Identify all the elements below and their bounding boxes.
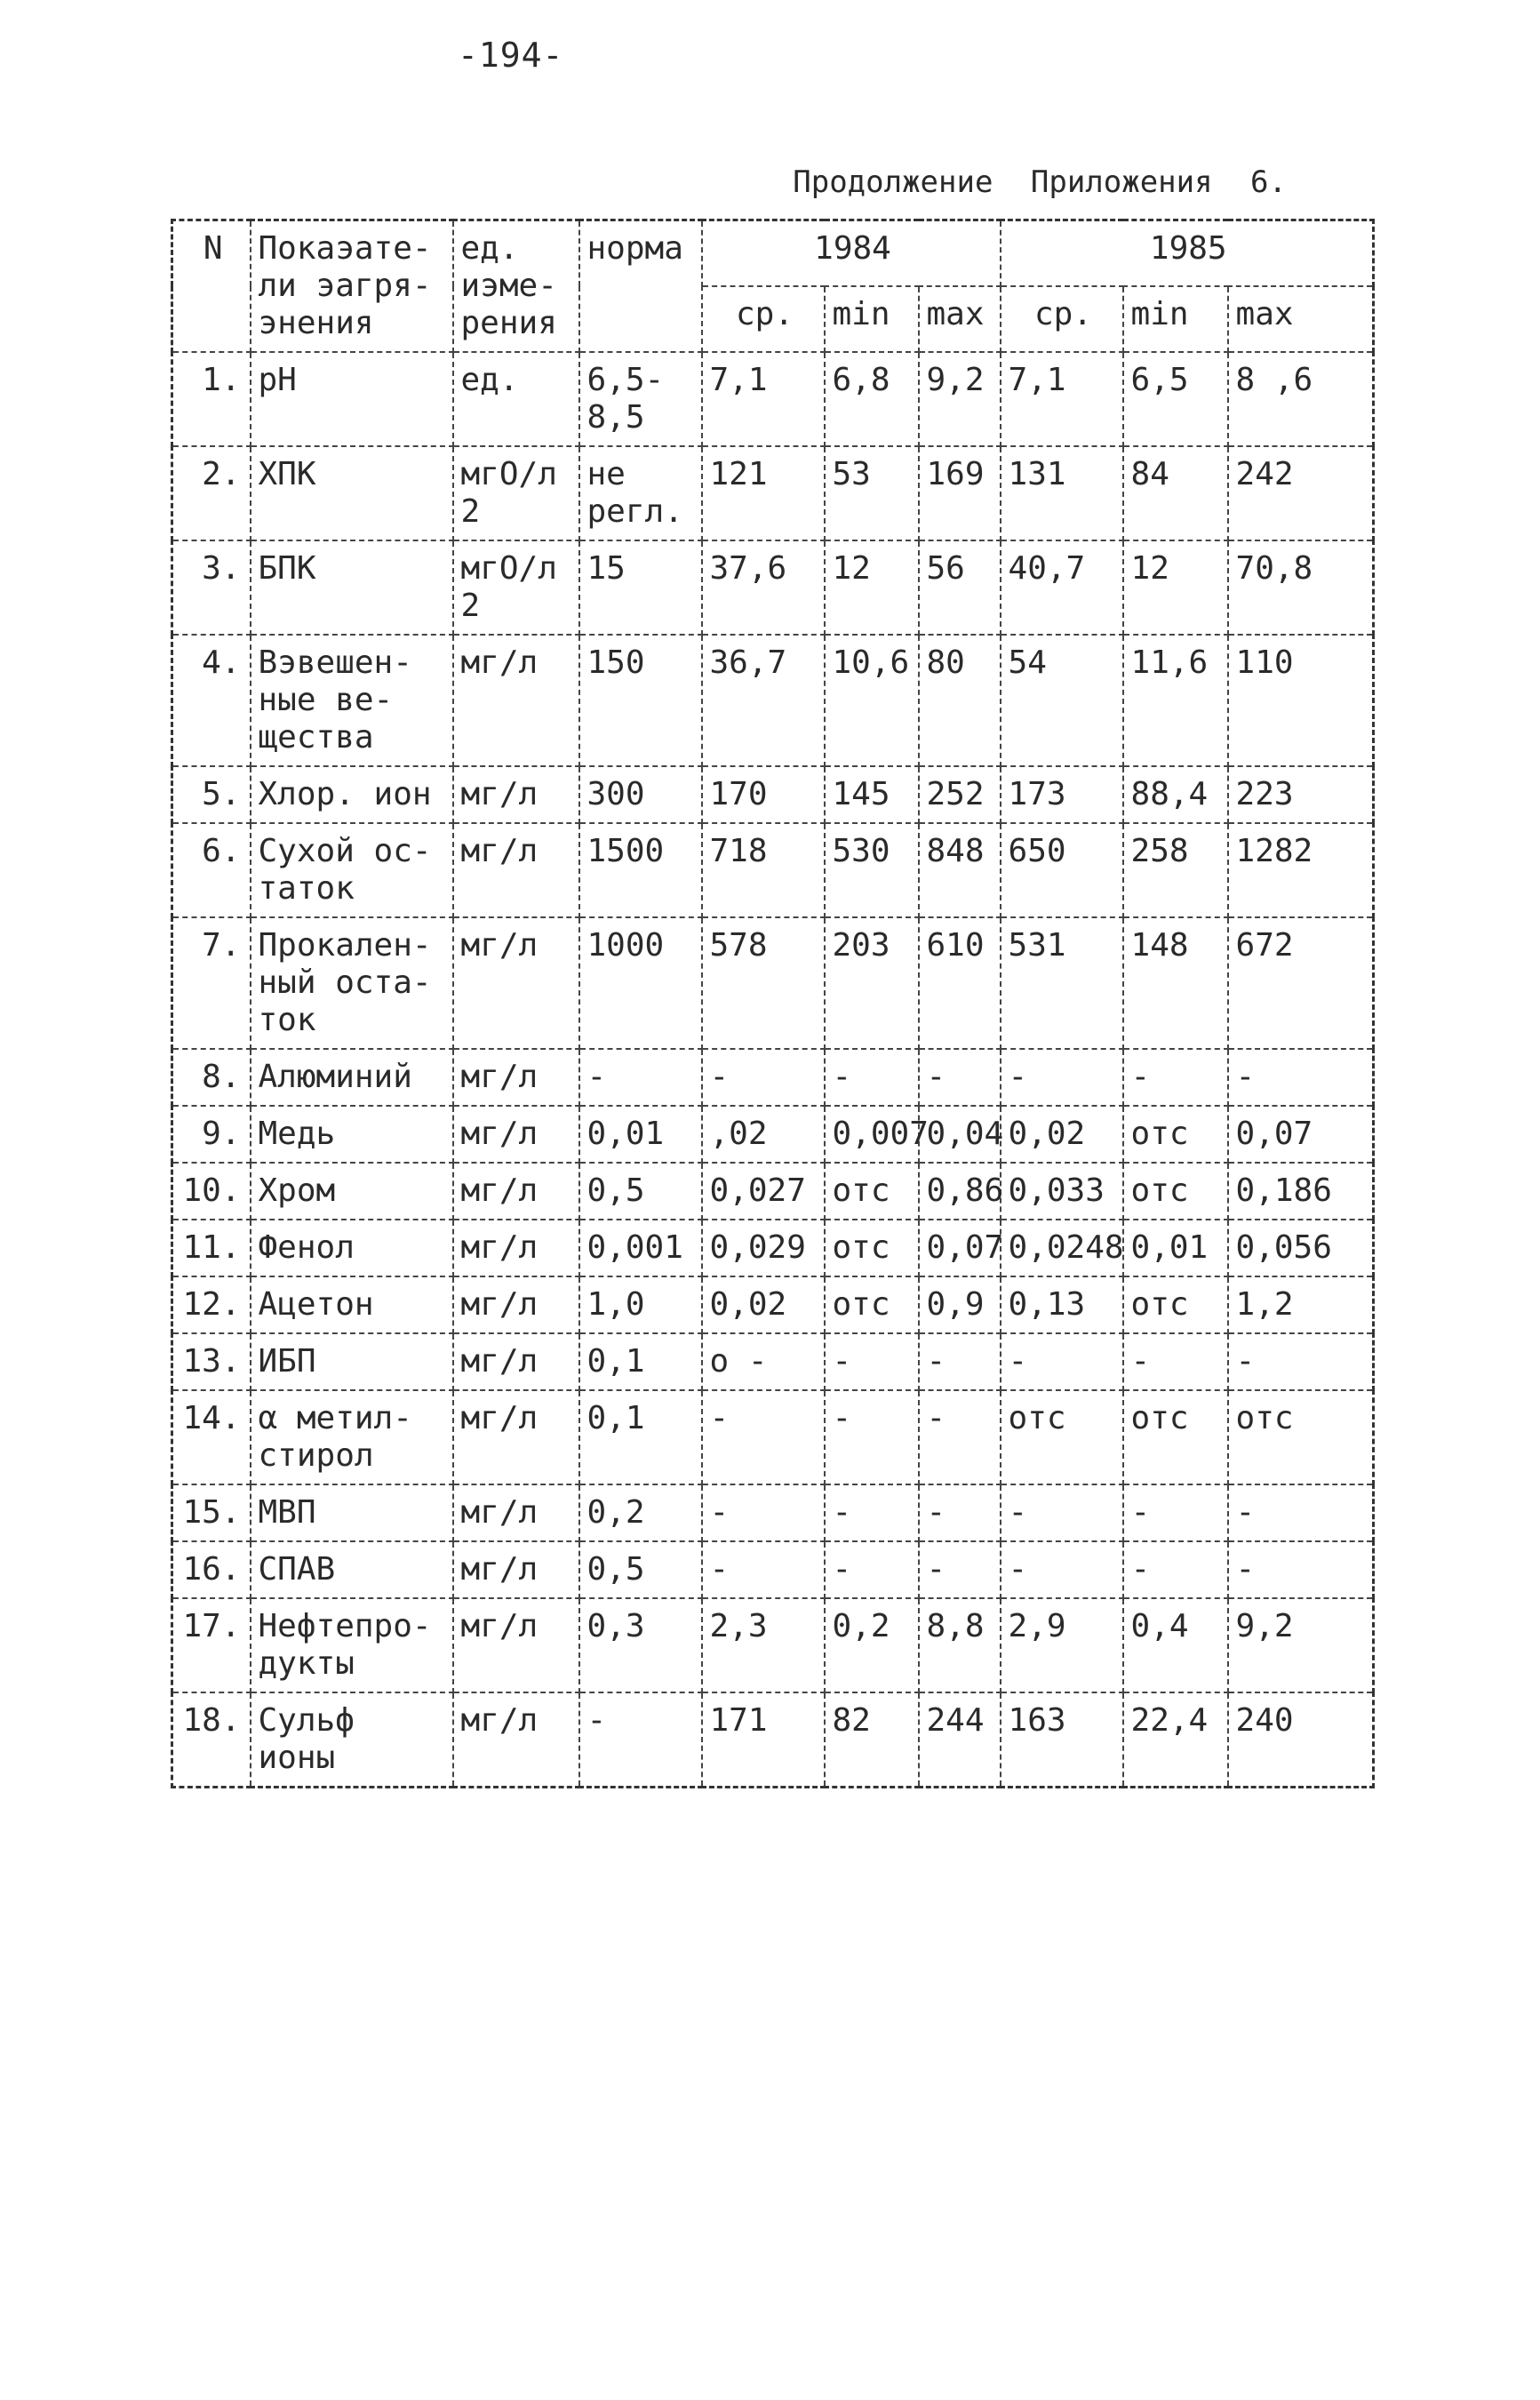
header-max-1984: max [919, 286, 1001, 352]
min-1985-cell: отс [1123, 1276, 1228, 1333]
min-1984-cell: 53 [825, 446, 919, 540]
unit-cell: мг/л [453, 1049, 579, 1106]
min-1985-cell: отс [1123, 1163, 1228, 1220]
max-1985-cell: 70,8 [1228, 540, 1374, 635]
min-1985-cell: - [1123, 1333, 1228, 1390]
unit-cell: мг/л [453, 1163, 579, 1220]
min-1984-cell: - [825, 1541, 919, 1598]
row-number: 3. [172, 540, 251, 635]
norm-cell: 6,5- 8,5 [579, 352, 702, 446]
indicator-name: ХПК [251, 446, 453, 540]
unit-cell: мг/л [453, 635, 579, 766]
unit-cell: мг/л [453, 1220, 579, 1276]
header-min-1984: min [825, 286, 919, 352]
avg-1985-cell: 7,1 [1001, 352, 1123, 446]
table-row [172, 1276, 1374, 1333]
header-unit: ед. иэме- рения [453, 220, 579, 353]
norm-cell: 1,0 [579, 1276, 702, 1333]
header-max-1985: max [1228, 286, 1374, 352]
indicator-name: α метил- стирол [251, 1390, 453, 1484]
norm-cell: 0,001 [579, 1220, 702, 1276]
unit-cell: мг/л [453, 1390, 579, 1484]
header-number: N [172, 220, 251, 353]
min-1984-cell: - [825, 1484, 919, 1541]
max-1985-cell: 242 [1228, 446, 1374, 540]
norm-cell: 150 [579, 635, 702, 766]
min-1984-cell: 145 [825, 766, 919, 823]
avg-1984-cell: 0,02 [702, 1276, 825, 1333]
avg-1985-cell: 0,0248 [1001, 1220, 1123, 1276]
table-row [172, 766, 1374, 823]
row-number: 8. [172, 1049, 251, 1106]
min-1985-cell: 148 [1123, 917, 1228, 1049]
row-number: 5. [172, 766, 251, 823]
max-1985-cell: 240 [1228, 1692, 1374, 1788]
max-1985-cell: 110 [1228, 635, 1374, 766]
indicator-name: ИБП [251, 1333, 453, 1390]
max-1984-cell: - [919, 1541, 1001, 1598]
min-1984-cell: 12 [825, 540, 919, 635]
max-1984-cell: - [919, 1333, 1001, 1390]
norm-cell: - [579, 1049, 702, 1106]
max-1985-cell: - [1228, 1541, 1374, 1598]
avg-1985-cell: 0,02 [1001, 1106, 1123, 1163]
indicator-name: Хром [251, 1163, 453, 1220]
max-1984-cell: - [919, 1390, 1001, 1484]
row-number: 1. [172, 352, 251, 446]
min-1984-cell: 82 [825, 1692, 919, 1788]
unit-cell: мг/л [453, 1484, 579, 1541]
avg-1984-cell: 7,1 [702, 352, 825, 446]
header-year-1984: 1984 [702, 220, 1001, 287]
max-1984-cell: - [919, 1484, 1001, 1541]
row-number: 4. [172, 635, 251, 766]
row-number: 15. [172, 1484, 251, 1541]
norm-cell: 15 [579, 540, 702, 635]
table-body [172, 352, 1374, 1788]
min-1985-cell: 11,6 [1123, 635, 1228, 766]
avg-1984-cell: 0,027 [702, 1163, 825, 1220]
row-number: 7. [172, 917, 251, 1049]
avg-1984-cell: 171 [702, 1692, 825, 1788]
avg-1985-cell: 40,7 [1001, 540, 1123, 635]
row-number: 17. [172, 1598, 251, 1692]
row-number: 13. [172, 1333, 251, 1390]
avg-1985-cell: - [1001, 1333, 1123, 1390]
indicator-name: Сульф ионы [251, 1692, 453, 1788]
table-row [172, 1106, 1374, 1163]
avg-1984-cell: 170 [702, 766, 825, 823]
min-1984-cell: 6,8 [825, 352, 919, 446]
table-row [172, 446, 1374, 540]
indicator-name: Вэвешен- ные ве- щества [251, 635, 453, 766]
table-row [172, 540, 1374, 635]
page-number: -194- [458, 36, 564, 75]
min-1984-cell: - [825, 1049, 919, 1106]
unit-cell: мгО/л 2 [453, 446, 579, 540]
avg-1984-cell: - [702, 1390, 825, 1484]
row-number: 12. [172, 1276, 251, 1333]
max-1985-cell: 672 [1228, 917, 1374, 1049]
max-1984-cell: 0,9 [919, 1276, 1001, 1333]
min-1985-cell: - [1123, 1049, 1228, 1106]
min-1985-cell: 0,4 [1123, 1598, 1228, 1692]
max-1984-cell: 169 [919, 446, 1001, 540]
header-min-1985: min [1123, 286, 1228, 352]
min-1985-cell: 0,01 [1123, 1220, 1228, 1276]
max-1985-cell: 8 ,6 [1228, 352, 1374, 446]
min-1984-cell: 203 [825, 917, 919, 1049]
header-year-1985: 1985 [1001, 220, 1374, 287]
avg-1985-cell: 131 [1001, 446, 1123, 540]
min-1984-cell: - [825, 1390, 919, 1484]
table-row [172, 1541, 1374, 1598]
avg-1985-cell: 650 [1001, 823, 1123, 917]
row-number: 18. [172, 1692, 251, 1788]
indicator-name: БПК [251, 540, 453, 635]
unit-cell: мг/л [453, 1106, 579, 1163]
avg-1985-cell: 0,13 [1001, 1276, 1123, 1333]
avg-1985-cell: - [1001, 1049, 1123, 1106]
norm-cell: 0,1 [579, 1390, 702, 1484]
norm-cell: 0,5 [579, 1163, 702, 1220]
indicator-name: Алюминий [251, 1049, 453, 1106]
header-avg-1985: ср. [1001, 286, 1123, 352]
avg-1985-cell: 163 [1001, 1692, 1123, 1788]
min-1985-cell: 6,5 [1123, 352, 1228, 446]
header-norm: норма [579, 220, 702, 353]
max-1985-cell: 1282 [1228, 823, 1374, 917]
max-1984-cell: - [919, 1049, 1001, 1106]
avg-1984-cell: 121 [702, 446, 825, 540]
max-1985-cell: 9,2 [1228, 1598, 1374, 1692]
norm-cell: 0,5 [579, 1541, 702, 1598]
indicator-name: Ацетон [251, 1276, 453, 1333]
avg-1984-cell: - [702, 1541, 825, 1598]
table-row [172, 1692, 1374, 1788]
unit-cell: мг/л [453, 766, 579, 823]
avg-1985-cell: 173 [1001, 766, 1123, 823]
avg-1984-cell: 578 [702, 917, 825, 1049]
max-1985-cell: 0,056 [1228, 1220, 1374, 1276]
row-number: 2. [172, 446, 251, 540]
norm-cell: 1500 [579, 823, 702, 917]
avg-1984-cell: 718 [702, 823, 825, 917]
max-1984-cell: 848 [919, 823, 1001, 917]
max-1985-cell: - [1228, 1333, 1374, 1390]
unit-cell: мг/л [453, 1598, 579, 1692]
table-header [172, 220, 1374, 353]
max-1985-cell: 0,07 [1228, 1106, 1374, 1163]
avg-1984-cell: - [702, 1049, 825, 1106]
min-1984-cell: 530 [825, 823, 919, 917]
header-avg-1984: ср. [702, 286, 825, 352]
table-row [172, 823, 1374, 917]
max-1985-cell: 1,2 [1228, 1276, 1374, 1333]
min-1985-cell: 12 [1123, 540, 1228, 635]
appendix-caption: Продолжение Приложения 6. [793, 164, 1287, 200]
avg-1984-cell: 36,7 [702, 635, 825, 766]
avg-1984-cell: ,02 [702, 1106, 825, 1163]
norm-cell: 1000 [579, 917, 702, 1049]
avg-1985-cell: - [1001, 1484, 1123, 1541]
avg-1985-cell: 2,9 [1001, 1598, 1123, 1692]
avg-1985-cell: отс [1001, 1390, 1123, 1484]
max-1984-cell: 252 [919, 766, 1001, 823]
norm-cell: 0,01 [579, 1106, 702, 1163]
min-1985-cell: отс [1123, 1106, 1228, 1163]
min-1985-cell: 88,4 [1123, 766, 1228, 823]
table-row [172, 917, 1374, 1049]
indicator-name: Прокален- ный оста- ток [251, 917, 453, 1049]
min-1984-cell: - [825, 1333, 919, 1390]
row-number: 14. [172, 1390, 251, 1484]
max-1984-cell: 56 [919, 540, 1001, 635]
indicator-name: pH [251, 352, 453, 446]
row-number: 16. [172, 1541, 251, 1598]
max-1984-cell: 80 [919, 635, 1001, 766]
max-1984-cell: 9,2 [919, 352, 1001, 446]
table-row [172, 635, 1374, 766]
min-1985-cell: 258 [1123, 823, 1228, 917]
max-1984-cell: 0,07 [919, 1220, 1001, 1276]
avg-1985-cell: - [1001, 1541, 1123, 1598]
indicator-name: Сухой ос- таток [251, 823, 453, 917]
min-1985-cell: 84 [1123, 446, 1228, 540]
norm-cell: 300 [579, 766, 702, 823]
max-1984-cell: 8,8 [919, 1598, 1001, 1692]
min-1984-cell: отс [825, 1163, 919, 1220]
unit-cell: мг/л [453, 1333, 579, 1390]
avg-1984-cell: 37,6 [702, 540, 825, 635]
norm-cell: - [579, 1692, 702, 1788]
unit-cell: мг/л [453, 823, 579, 917]
max-1985-cell: 223 [1228, 766, 1374, 823]
row-number: 9. [172, 1106, 251, 1163]
pollution-indicators-table [171, 219, 1375, 1788]
table-row [172, 1484, 1374, 1541]
min-1984-cell: 10,6 [825, 635, 919, 766]
norm-cell: 0,2 [579, 1484, 702, 1541]
row-number: 6. [172, 823, 251, 917]
min-1985-cell: отс [1123, 1390, 1228, 1484]
norm-cell: 0,1 [579, 1333, 702, 1390]
table-row [172, 1049, 1374, 1106]
min-1985-cell: - [1123, 1541, 1228, 1598]
header-indicator: Покаэате- ли эагря- энения [251, 220, 453, 353]
max-1985-cell: 0,186 [1228, 1163, 1374, 1220]
indicator-name: Фенол [251, 1220, 453, 1276]
avg-1985-cell: 54 [1001, 635, 1123, 766]
unit-cell: мг/л [453, 1541, 579, 1598]
avg-1984-cell: 0,029 [702, 1220, 825, 1276]
avg-1985-cell: 0,033 [1001, 1163, 1123, 1220]
table-row [172, 1390, 1374, 1484]
norm-cell: 0,3 [579, 1598, 702, 1692]
max-1984-cell: 0,86 [919, 1163, 1001, 1220]
max-1985-cell: - [1228, 1049, 1374, 1106]
avg-1984-cell: 2,3 [702, 1598, 825, 1692]
indicator-name: МВП [251, 1484, 453, 1541]
table-row [172, 352, 1374, 446]
unit-cell: мгО/л 2 [453, 540, 579, 635]
avg-1984-cell: - [702, 1484, 825, 1541]
min-1984-cell: 0,007 [825, 1106, 919, 1163]
norm-cell: не регл. [579, 446, 702, 540]
min-1985-cell: 22,4 [1123, 1692, 1228, 1788]
row-number: 11. [172, 1220, 251, 1276]
table-row [172, 1163, 1374, 1220]
unit-cell: мг/л [453, 1692, 579, 1788]
row-number: 10. [172, 1163, 251, 1220]
max-1984-cell: 244 [919, 1692, 1001, 1788]
avg-1985-cell: 531 [1001, 917, 1123, 1049]
max-1984-cell: 610 [919, 917, 1001, 1049]
min-1984-cell: отс [825, 1220, 919, 1276]
unit-cell: мг/л [453, 917, 579, 1049]
table-row [172, 1333, 1374, 1390]
indicator-name: СПАВ [251, 1541, 453, 1598]
min-1985-cell: - [1123, 1484, 1228, 1541]
table-row [172, 1220, 1374, 1276]
max-1984-cell: 0,04 [919, 1106, 1001, 1163]
avg-1984-cell: о - [702, 1333, 825, 1390]
max-1985-cell: - [1228, 1484, 1374, 1541]
min-1984-cell: 0,2 [825, 1598, 919, 1692]
max-1985-cell: отс [1228, 1390, 1374, 1484]
min-1984-cell: отс [825, 1276, 919, 1333]
indicator-name: Медь [251, 1106, 453, 1163]
indicator-name: Нефтепро- дукты [251, 1598, 453, 1692]
unit-cell: мг/л [453, 1276, 579, 1333]
unit-cell: ед. [453, 352, 579, 446]
table-row [172, 1598, 1374, 1692]
indicator-name: Хлор. ион [251, 766, 453, 823]
